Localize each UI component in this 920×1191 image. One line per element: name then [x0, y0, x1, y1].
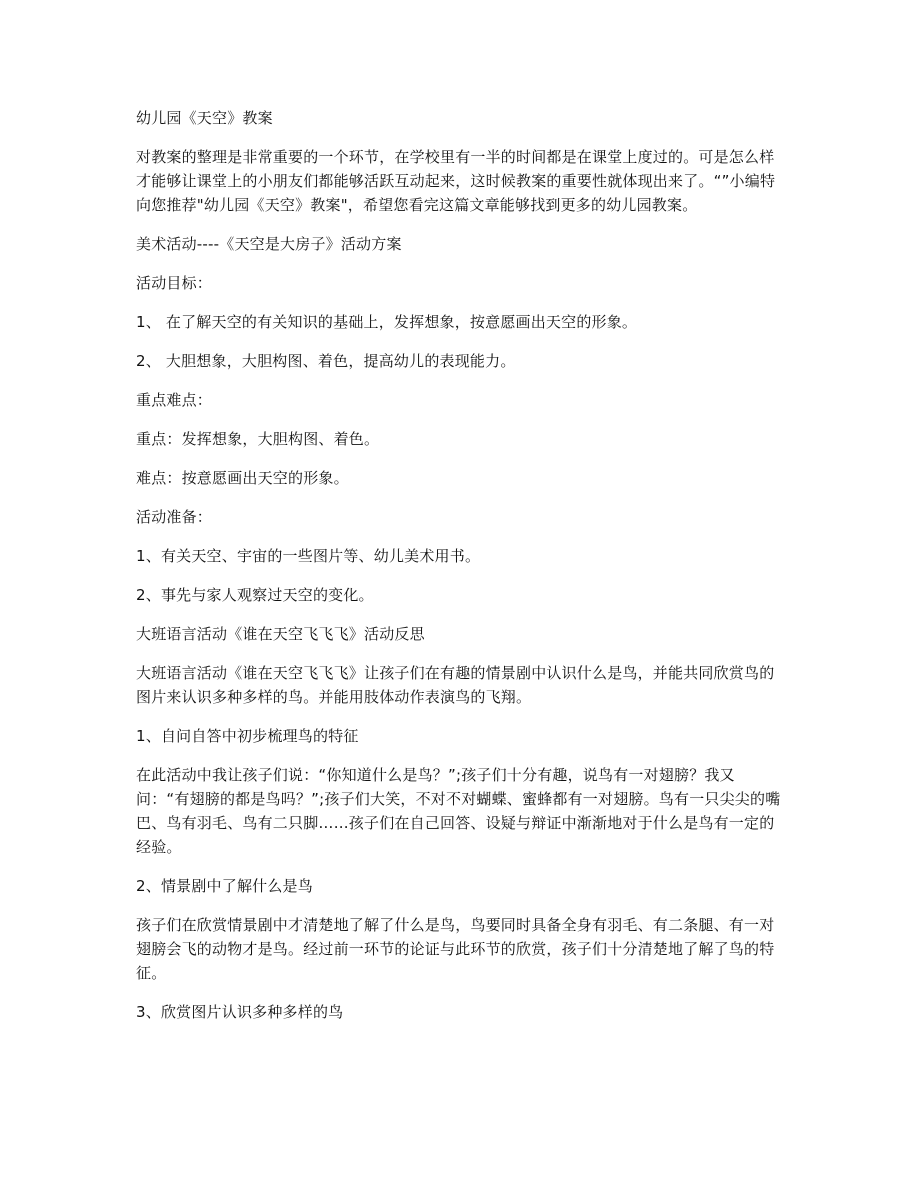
body-paragraph: 孩子们在欣赏情景剧中才清楚地了解了什么是鸟，鸟要同时具备全身有羽毛、有二条腿、有一对翅膀会飞的动物才是鸟。经过前一环节的论证与此环节的欣赏，孩子们十分清楚地了解了鸟的特征。 [136, 916, 775, 982]
list-item: 2、事先与家人观察过天空的变化。 [136, 586, 374, 604]
list-item: 1、 在了解天空的有关知识的基础上，发挥想象，按意愿画出天空的形象。 [136, 313, 638, 331]
list-item: 1、有关天空、宇宙的一些图片等、幼儿美术用书。 [136, 547, 481, 565]
body-paragraph: 在此活动中我让孩子们说：“你知道什么是鸟？”;孩子们十分有趣，说鸟有一对翅膀？我又问：“有翅膀的都是鸟吗？”;孩子们大笑，不对不对蝴蝶、蜜蜂都有一对翅膀。鸟有一只尖尖的嘴巴、鸟有羽毛、鸟有二只脚……孩子们在自己回答、设疑与辩证中渐渐地对于什么是鸟有一定的经验。 [136, 766, 781, 856]
section-heading: 大班语言活动《谁在天空飞飞飞》活动反思 [136, 625, 425, 643]
section-heading: 美术活动----《天空是大房子》活动方案 [136, 235, 402, 253]
document-title: 幼儿园《天空》教案 [136, 109, 273, 127]
body-paragraph: 大班语言活动《谁在天空飞飞飞》让孩子们在有趣的情景剧中认识什么是鸟，并能共同欣赏鸟的图片来认识多种多样的鸟。并能用肢体动作表演鸟的飞翔。 [136, 664, 775, 706]
section-heading: 重点难点： [136, 391, 213, 409]
list-item: 3、欣赏图片认识多种多样的鸟 [136, 1003, 344, 1021]
list-item: 2、 大胆想象，大胆构图、着色，提高幼儿的表现能力。 [136, 352, 516, 370]
list-item: 1、自问自答中初步梳理鸟的特征 [136, 727, 359, 745]
body-paragraph: 重点：发挥想象，大胆构图、着色。 [136, 430, 380, 448]
body-paragraph: 难点：按意愿画出天空的形象。 [136, 469, 349, 487]
document-page [136, 106, 786, 1039]
list-item: 2、情景剧中了解什么是鸟 [136, 877, 313, 895]
intro-paragraph: 对教案的整理是非常重要的一个环节，在学校里有一半的时间都是在课堂上度过的。可是怎么样才能够让课堂上的小朋友们都能够活跃互动起来，这时候教案的重要性就体现出来了。“”小编特向您推荐"幼儿园《天空》教案"，希望您看完这篇文章能够找到更多的幼儿园教案。 [136, 148, 776, 214]
section-heading: 活动准备： [136, 508, 213, 526]
section-heading: 活动目标： [136, 274, 213, 292]
